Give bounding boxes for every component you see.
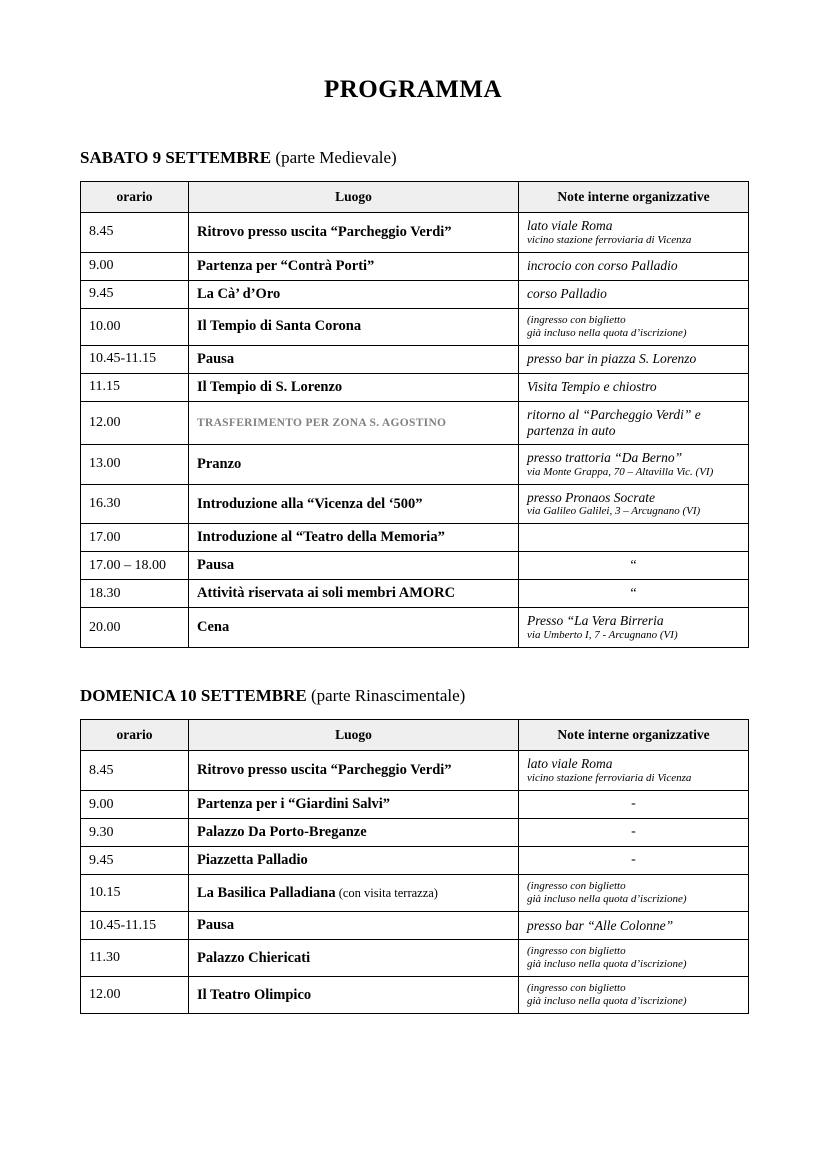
cell-orario: 10.45-11.15 bbox=[81, 912, 189, 940]
section-sunday bbox=[78, 686, 748, 1014]
luogo-subtext: (con visita terrazza) bbox=[335, 885, 438, 900]
cell-note bbox=[519, 751, 749, 791]
luogo-text: Introduzione alla “Vicenza del ‘500” bbox=[197, 495, 423, 512]
table-row bbox=[81, 444, 749, 484]
table-row bbox=[81, 912, 749, 940]
note-primary: ritorno al “Parcheggio Verdi” e partenza in auto bbox=[527, 406, 701, 438]
cell-note: - bbox=[519, 791, 749, 819]
cell-orario: 9.30 bbox=[81, 819, 189, 847]
note-secondary: vicino stazione ferroviaria di Vicenza bbox=[527, 233, 692, 246]
note-primary: presso bar in piazza S. Lorenzo bbox=[527, 351, 697, 367]
luogo-text: Pausa bbox=[197, 350, 235, 367]
table-row bbox=[81, 345, 749, 373]
program-table-sunday bbox=[80, 719, 749, 1014]
column-header-orario: orario bbox=[81, 720, 189, 751]
note-primary: lato viale Roma bbox=[527, 218, 613, 233]
column-header-orario: orario bbox=[81, 182, 189, 213]
cell-note: - bbox=[519, 819, 749, 847]
cell-orario: 10.00 bbox=[81, 308, 189, 345]
cell-luogo bbox=[189, 345, 519, 373]
table-row bbox=[81, 940, 749, 977]
cell-luogo bbox=[189, 751, 519, 791]
luogo-text: Attività riservata ai soli membri AMORC bbox=[197, 585, 456, 602]
table-row bbox=[81, 819, 749, 847]
cell-luogo bbox=[189, 373, 519, 401]
cell-luogo bbox=[189, 213, 519, 253]
luogo-text: Palazzo Da Porto-Breganze bbox=[197, 824, 367, 841]
cell-luogo bbox=[189, 524, 519, 552]
note-secondary: via Monte Grappa, 70 – Altavilla Vic. (VI) bbox=[527, 465, 714, 478]
luogo-text: Palazzo Chiericati bbox=[197, 949, 311, 966]
table-row bbox=[81, 791, 749, 819]
cell-note bbox=[519, 401, 749, 444]
table-row bbox=[81, 308, 749, 345]
cell-orario: 10.15 bbox=[81, 875, 189, 912]
cell-note bbox=[519, 912, 749, 940]
cell-note bbox=[519, 977, 749, 1014]
note-secondary: già incluso nella quota d’iscrizione) bbox=[527, 893, 687, 906]
cell-orario: 17.00 – 18.00 bbox=[81, 552, 189, 580]
program-table-saturday bbox=[80, 181, 749, 648]
note-primary: corso Palladio bbox=[527, 286, 607, 302]
note-secondary: vicino stazione ferroviaria di Vicenza bbox=[527, 772, 692, 785]
luogo-text: La Basilica Palladiana bbox=[197, 884, 336, 901]
cell-note bbox=[519, 524, 749, 552]
cell-luogo bbox=[189, 252, 519, 280]
table-row bbox=[81, 608, 749, 648]
cell-orario: 16.30 bbox=[81, 484, 189, 524]
note-secondary: via Galileo Galilei, 3 – Arcugnano (VI) bbox=[527, 505, 701, 518]
note-primary: incrocio con corso Palladio bbox=[527, 258, 678, 274]
table-row bbox=[81, 524, 749, 552]
table-row bbox=[81, 552, 749, 580]
cell-orario: 11.30 bbox=[81, 940, 189, 977]
cell-note bbox=[519, 608, 749, 648]
table-row bbox=[81, 875, 749, 912]
cell-luogo bbox=[189, 608, 519, 648]
note-primary: presso Pronaos Socrate bbox=[527, 489, 655, 505]
note-primary: presso trattoria “Da Berno” bbox=[527, 449, 683, 465]
table-row bbox=[81, 580, 749, 608]
cell-luogo bbox=[189, 444, 519, 484]
luogo-text: Il Tempio di Santa Corona bbox=[197, 318, 362, 335]
note-secondary: già incluso nella quota d’iscrizione) bbox=[527, 958, 687, 971]
note-primary: Presso “La Vera Birreria bbox=[527, 613, 664, 629]
luogo-text: Il Teatro Olimpico bbox=[197, 986, 312, 1003]
cell-note bbox=[519, 373, 749, 401]
cell-orario: 13.00 bbox=[81, 444, 189, 484]
luogo-text: Pranzo bbox=[197, 455, 242, 472]
cell-luogo bbox=[189, 847, 519, 875]
cell-luogo bbox=[189, 484, 519, 524]
luogo-text: Partenza per i “Giardini Salvi” bbox=[197, 796, 391, 813]
luogo-text: Introduzione al “Teatro della Memoria” bbox=[197, 529, 445, 546]
section-heading-saturday bbox=[80, 148, 748, 168]
section-heading-bold: DOMENICA 10 SETTEMBRE bbox=[80, 686, 307, 706]
note-primary: presso bar “Alle Colonne” bbox=[527, 917, 674, 933]
cell-orario: 9.45 bbox=[81, 847, 189, 875]
cell-luogo bbox=[189, 401, 519, 444]
cell-note bbox=[519, 252, 749, 280]
cell-luogo bbox=[189, 791, 519, 819]
column-header-note: Note interne organizzative bbox=[519, 720, 749, 751]
cell-luogo bbox=[189, 580, 519, 608]
luogo-text: Ritrovo presso uscita “Parcheggio Verdi” bbox=[197, 762, 452, 779]
cell-note: “ bbox=[519, 552, 749, 580]
note-secondary: (ingresso con biglietto bbox=[527, 945, 626, 958]
cell-orario: 10.45-11.15 bbox=[81, 345, 189, 373]
cell-note bbox=[519, 444, 749, 484]
table-header-row bbox=[81, 182, 749, 213]
luogo-text: Piazzetta Palladio bbox=[197, 852, 308, 869]
cell-luogo bbox=[189, 280, 519, 308]
table-row bbox=[81, 373, 749, 401]
cell-orario: 20.00 bbox=[81, 608, 189, 648]
table-row bbox=[81, 252, 749, 280]
luogo-text: Ritrovo presso uscita “Parcheggio Verdi” bbox=[197, 223, 452, 240]
cell-luogo bbox=[189, 977, 519, 1014]
note-secondary: già incluso nella quota d’iscrizione) bbox=[527, 326, 687, 339]
cell-orario: 9.45 bbox=[81, 280, 189, 308]
section-heading-normal: (parte Medievale) bbox=[271, 148, 397, 167]
table-row bbox=[81, 213, 749, 253]
luogo-text: Il Tempio di S. Lorenzo bbox=[197, 378, 343, 395]
note-secondary: (ingresso con biglietto bbox=[527, 880, 626, 893]
cell-luogo bbox=[189, 308, 519, 345]
luogo-text: Pausa bbox=[197, 917, 235, 934]
cell-luogo bbox=[189, 819, 519, 847]
cell-note: - bbox=[519, 847, 749, 875]
luogo-text: TRASFERIMENTO PER ZONA S. AGOSTINO bbox=[197, 416, 447, 429]
cell-note bbox=[519, 484, 749, 524]
cell-note bbox=[519, 280, 749, 308]
cell-orario: 12.00 bbox=[81, 401, 189, 444]
cell-note bbox=[519, 875, 749, 912]
note-secondary: via Umberto I, 7 - Arcugnano (VI) bbox=[527, 629, 678, 642]
luogo-text: La Cà’ d’Oro bbox=[197, 285, 281, 302]
cell-note: “ bbox=[519, 580, 749, 608]
note-primary: lato viale Roma bbox=[527, 756, 613, 772]
table-header-row bbox=[81, 720, 749, 751]
luogo-text: Cena bbox=[197, 619, 230, 636]
note-secondary: (ingresso con biglietto bbox=[527, 982, 626, 995]
cell-orario: 12.00 bbox=[81, 977, 189, 1014]
note-secondary: (ingresso con biglietto bbox=[527, 313, 626, 326]
section-heading-sunday bbox=[80, 686, 748, 706]
cell-orario: 18.30 bbox=[81, 580, 189, 608]
cell-luogo bbox=[189, 552, 519, 580]
table-row bbox=[81, 847, 749, 875]
cell-luogo bbox=[189, 940, 519, 977]
table-body-saturday bbox=[81, 213, 749, 648]
table-body-sunday bbox=[81, 751, 749, 1014]
cell-note bbox=[519, 308, 749, 345]
cell-orario: 8.45 bbox=[81, 751, 189, 791]
section-heading-normal: (parte Rinascimentale) bbox=[306, 686, 466, 706]
page-title: PROGRAMMA bbox=[323, 76, 503, 103]
cell-orario: 8.45 bbox=[81, 213, 189, 253]
table-row bbox=[81, 977, 749, 1014]
section-saturday bbox=[78, 148, 748, 648]
table-row bbox=[81, 280, 749, 308]
section-heading-bold: SABATO 9 SETTEMBRE bbox=[80, 148, 272, 167]
cell-note bbox=[519, 345, 749, 373]
luogo-text: Pausa bbox=[197, 557, 235, 574]
table-row bbox=[81, 484, 749, 524]
cell-note bbox=[519, 940, 749, 977]
table-row bbox=[81, 401, 749, 444]
cell-orario: 17.00 bbox=[81, 524, 189, 552]
luogo-text: Partenza per “Contrà Porti” bbox=[197, 257, 375, 274]
column-header-note: Note interne organizzative bbox=[519, 182, 749, 213]
cell-orario: 9.00 bbox=[81, 252, 189, 280]
cell-note bbox=[519, 213, 749, 253]
table-row bbox=[81, 751, 749, 791]
column-header-luogo: Luogo bbox=[189, 182, 519, 213]
column-header-luogo: Luogo bbox=[189, 720, 519, 751]
note-primary: Visita Tempio e chiostro bbox=[527, 379, 657, 395]
cell-orario: 11.15 bbox=[81, 373, 189, 401]
note-secondary: già incluso nella quota d’iscrizione) bbox=[527, 995, 687, 1008]
cell-luogo bbox=[189, 875, 519, 912]
cell-orario: 9.00 bbox=[81, 791, 189, 819]
cell-luogo bbox=[189, 912, 519, 940]
